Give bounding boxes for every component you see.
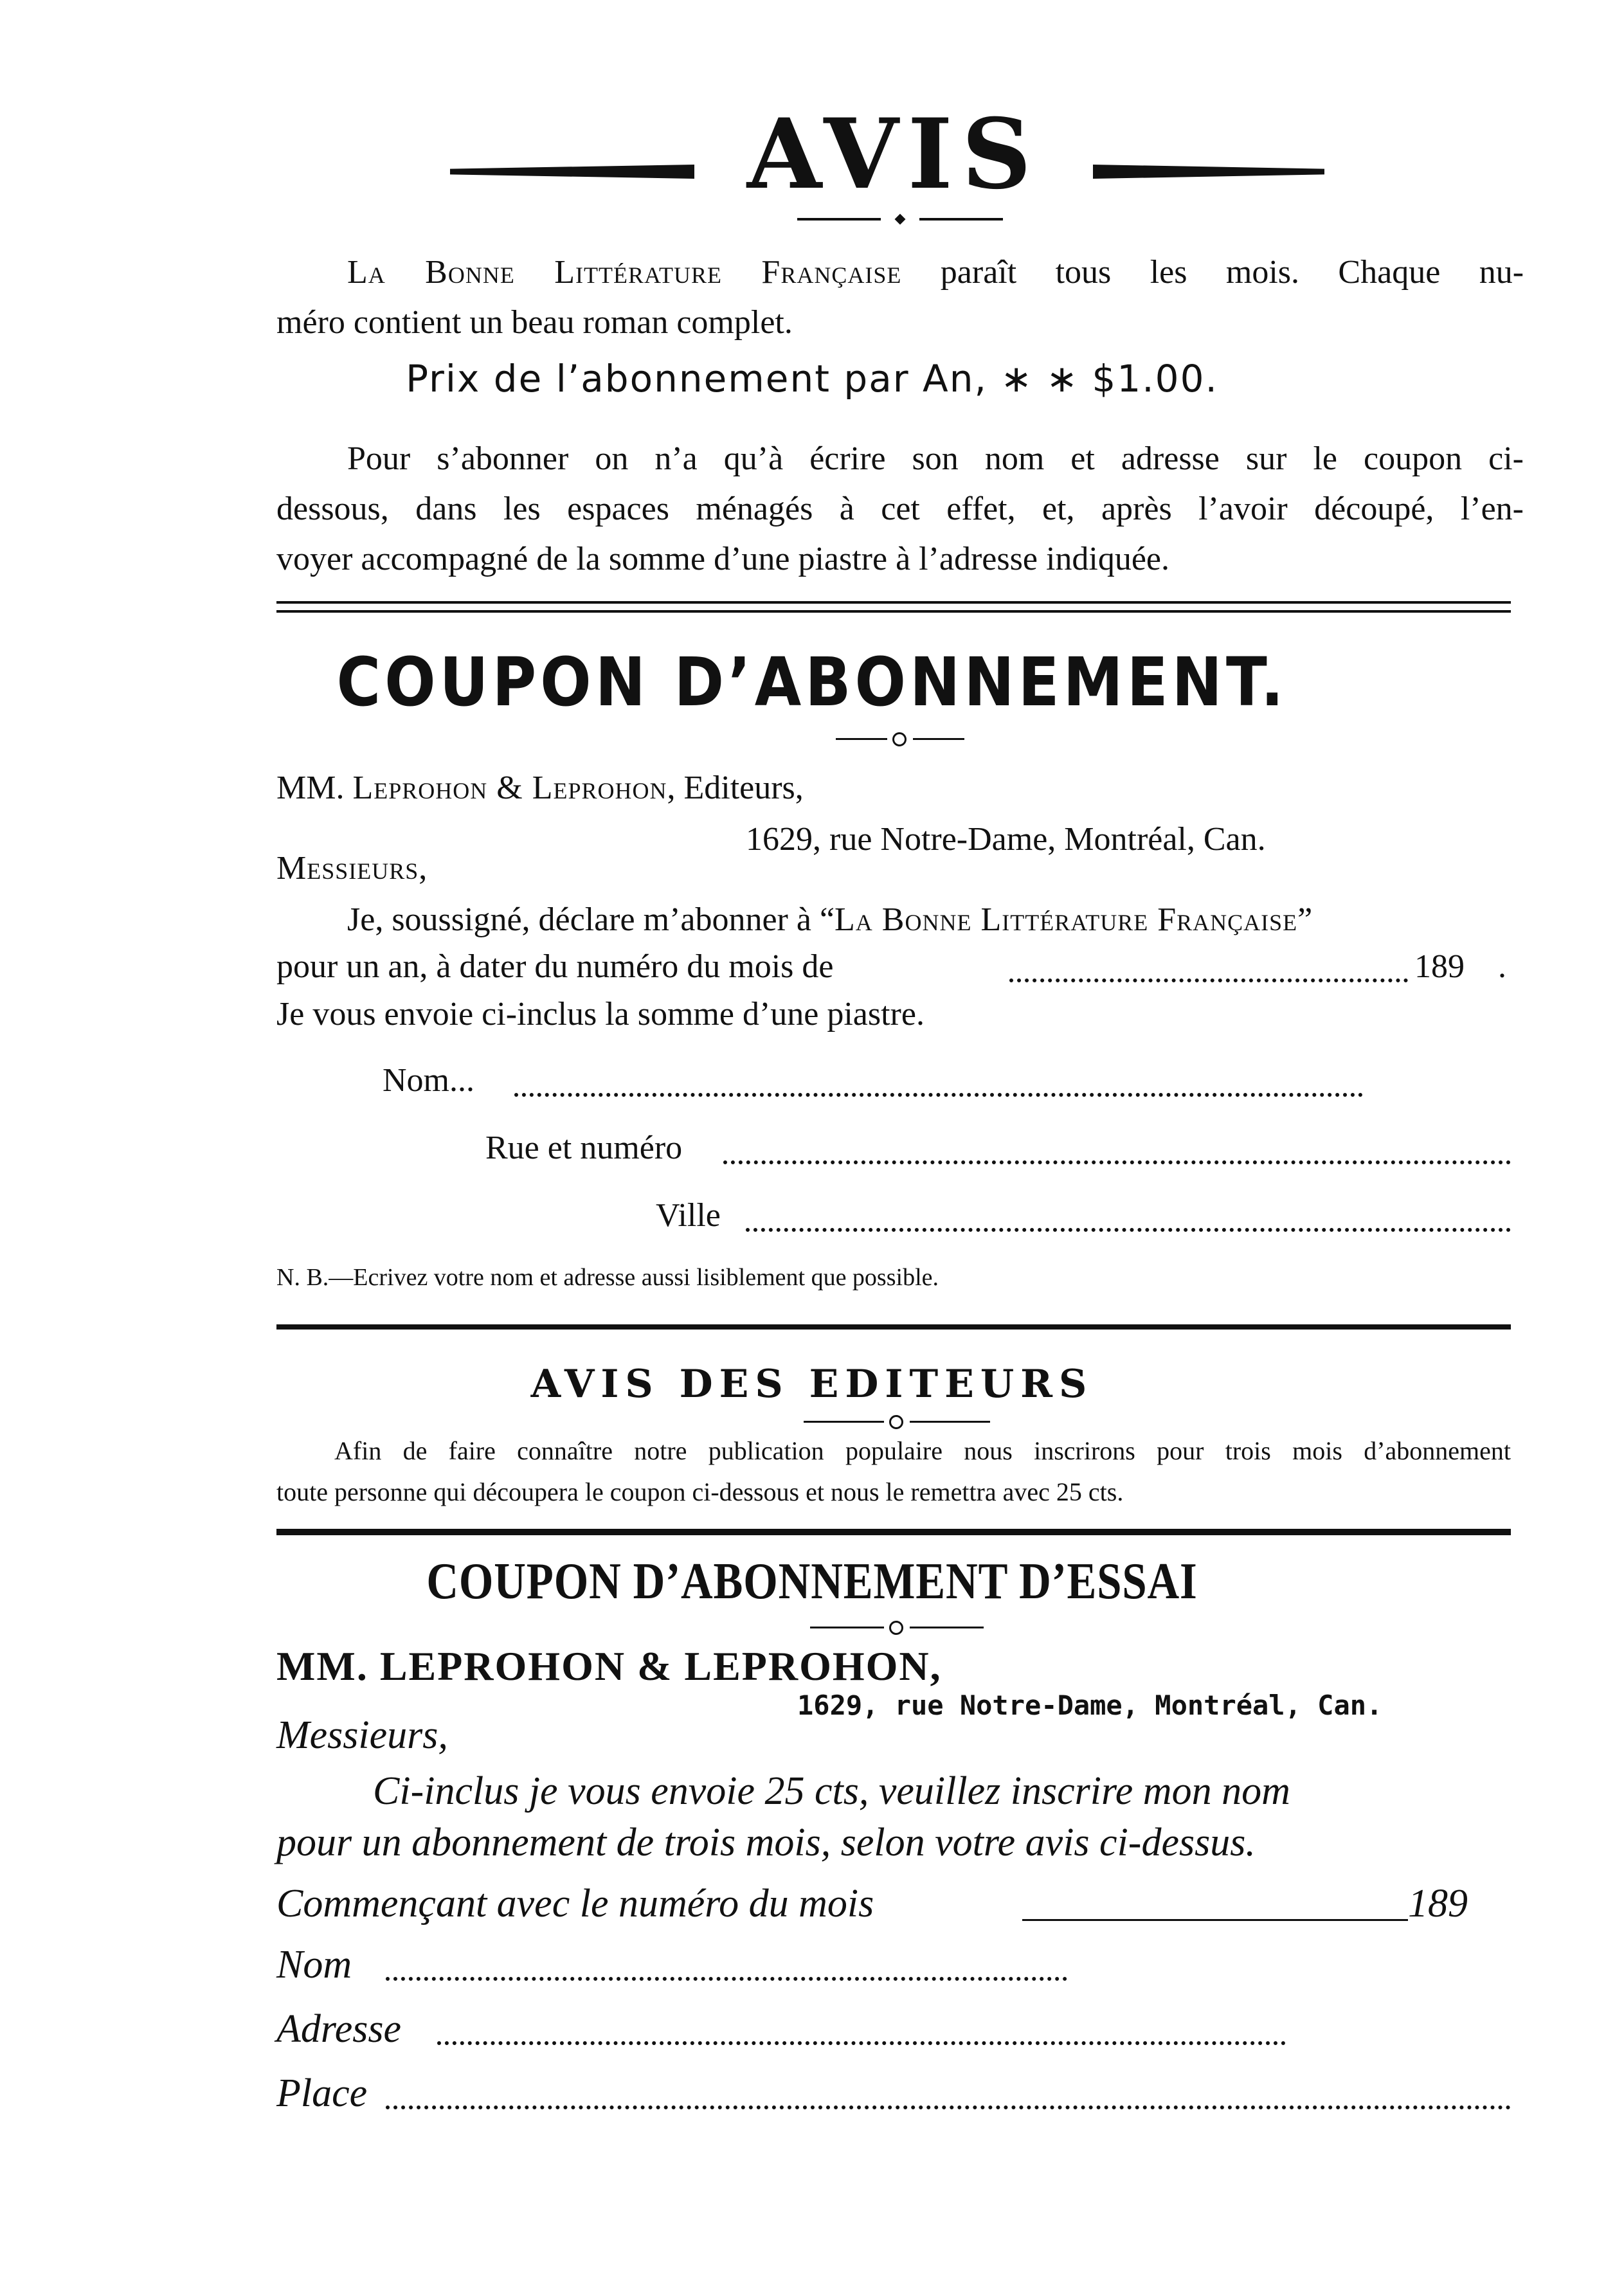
coupon-title: COUPON D’ABONNEMENT. (336, 643, 1288, 721)
header-rule-left (450, 165, 694, 179)
essai-editors: MM. LEPROHON & LEPROHON, (276, 1643, 942, 1689)
avis-paragraph-2: Pour s’abonner on n’a qu’à écrire son nom et adresse sur le coupon ci- dessous, dans les espaces ménagés à cet effet, et, après l’avoir découpé, l’en- voyer accompagné de la somme d’une piastre à l’adresse indiquée. (276, 440, 1524, 577)
editeurs-ornament (804, 1414, 990, 1430)
coupon-editors: MM. Leprohon & Leprohon, Editeurs, (276, 770, 804, 806)
field-rue[interactable] (723, 1160, 1511, 1164)
field-label-ville: Ville (656, 1197, 721, 1234)
essai-body-line-2: pour un abonnement de trois mois, selon votre avis ci-dessus. (276, 1821, 1256, 1864)
essai-body-line-1: Ci-inclus je vous envoie 25 cts, veuillez inscrire mon nom (373, 1769, 1290, 1813)
field-label-rue: Rue et numéro (485, 1130, 683, 1166)
essai-month-field[interactable] (1022, 1919, 1408, 1921)
month-field[interactable] (1009, 978, 1408, 982)
avis-title: AVIS (746, 98, 1041, 211)
section-divider-2 (276, 1324, 1511, 1330)
field-ville[interactable] (746, 1228, 1511, 1232)
coupon-body-line-1: Je, soussigné, déclare m’abonner à “La Bonne Littérature Française” (347, 901, 1313, 938)
essai-commencant-label: Commençant avec le numéro du mois (276, 1882, 874, 1925)
coupon-body-line-3: Je vous envoie ci-inclus la somme d’une piastre. (276, 996, 925, 1032)
essai-field-adresse[interactable] (437, 2041, 1286, 2045)
subscription-price: Prix de l’abonnement par An, ∗ ∗ $1.00. (406, 357, 1218, 401)
essai-address: 1629, rue Notre-Dame, Montréal, Can. (797, 1690, 1383, 1721)
essai-label-adresse: Adresse (276, 2007, 401, 2051)
essai-field-nom[interactable] (386, 1977, 1067, 1981)
coupon-period: . (1498, 948, 1506, 985)
editeurs-text: Afin de faire connaître notre publication populaire nous inscrirons pour trois mois d’abonnement toute personne qui découpera le coupon ci-dessous et nous le remettra avec 25 cts. (276, 1436, 1511, 1506)
field-label-nom: Nom... (383, 1062, 474, 1099)
essai-title: COUPON D’ABONNEMENT D’ESSAI (426, 1553, 1198, 1610)
essai-label-place: Place (276, 2071, 368, 2115)
avis-paragraph-1: La Bonne Littérature Française paraît tous les mois. Chaque nu- méro contient un beau roman complet. (276, 254, 1524, 341)
header-rule-right (1093, 165, 1324, 179)
essai-salutation: Messieurs, (276, 1713, 448, 1757)
field-nom[interactable] (514, 1093, 1363, 1097)
coupon-address: 1629, rue Notre-Dame, Montréal, Can. (746, 821, 1266, 858)
essai-ornament (810, 1620, 984, 1636)
essai-year: 189 (1408, 1882, 1468, 1925)
section-divider-3 (276, 1529, 1511, 1535)
avis-ornament (797, 215, 1003, 224)
publication-name: La Bonne Littérature Française (347, 254, 902, 291)
coupon-year: 189 (1414, 948, 1465, 985)
section-divider-1 (276, 601, 1511, 613)
essai-label-nom: Nom (276, 1943, 352, 1987)
essai-field-place[interactable] (386, 2105, 1511, 2109)
coupon-salutation: Messieurs, (276, 850, 428, 887)
coupon-ornament (836, 732, 964, 747)
editeurs-title: AVIS DES EDITEURS (530, 1362, 1094, 1407)
coupon-body-line-2: pour un an, à dater du numéro du mois de (276, 948, 834, 985)
coupon-note: N. B.—Ecrivez votre nom et adresse aussi lisiblement que possible. (276, 1264, 939, 1291)
